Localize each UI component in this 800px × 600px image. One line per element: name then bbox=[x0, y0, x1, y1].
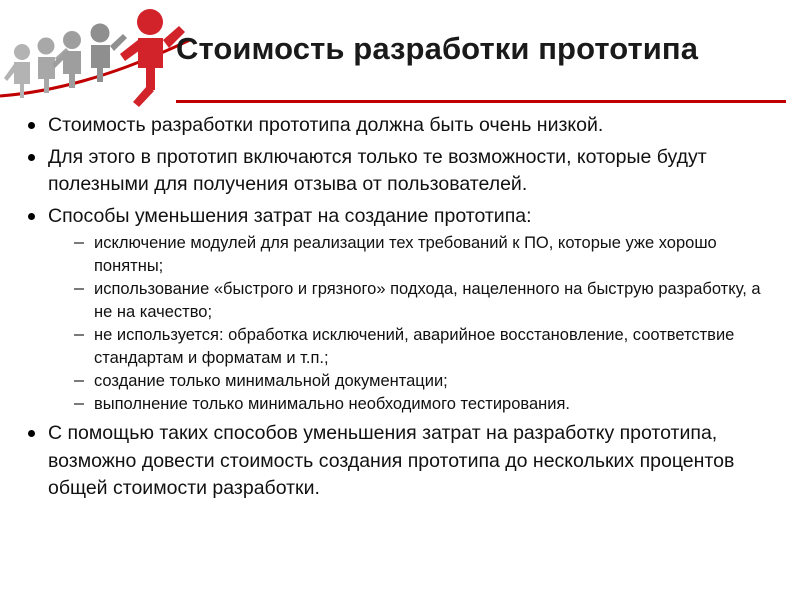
list-item bbox=[14, 112, 782, 140]
bullet-dot-icon bbox=[28, 122, 35, 129]
list-item bbox=[14, 420, 782, 503]
sub-bullet-text: исключение модулей для реализации тех требований к ПО, которые уже хорошо понятны; bbox=[94, 234, 717, 275]
bullet-text: Способы уменьшения затрат на создание прототипа: bbox=[48, 204, 532, 227]
sub-list-item bbox=[72, 370, 772, 393]
dash-icon bbox=[74, 380, 84, 382]
sub-list-item bbox=[72, 278, 772, 324]
dash-icon bbox=[74, 403, 84, 405]
header-divider bbox=[176, 100, 786, 103]
sub-list-item bbox=[72, 324, 772, 370]
list-item bbox=[14, 144, 782, 199]
bullet-text: С помощью таких способов уменьшения затрат на разработку прототипа, возможно довести стоимость создания прототипа до нескольких процентов общей стоимости разработки. bbox=[48, 422, 735, 499]
dash-icon bbox=[74, 334, 84, 336]
bullet-text: Стоимость разработки прототипа должна быть очень низкой. bbox=[48, 114, 604, 136]
sub-bullet-text: создание только минимальной документации; bbox=[94, 372, 448, 390]
bullet-text: Для этого в прототип включаются только те возможности, которые будут полезными для получения отзыва от пользователей. bbox=[48, 145, 707, 195]
sub-bullet-list bbox=[48, 232, 782, 416]
sub-bullet-text: выполнение только минимально необходимого тестирования. bbox=[94, 395, 571, 413]
sub-bullet-text: использование «быстрого и грязного» подхода, нацеленного на быструю разработку, а не на качество; bbox=[94, 280, 761, 321]
dash-icon bbox=[74, 242, 84, 244]
dash-icon bbox=[74, 288, 84, 290]
page-title: Стоимость разработки прототипа bbox=[176, 31, 699, 66]
list-item bbox=[14, 203, 782, 417]
bullet-dot-icon bbox=[28, 430, 35, 437]
slide-header bbox=[0, 0, 800, 110]
sub-bullet-text: не используется: обработка исключений, аварийное восстановление, соответствие стандартам и форматам и т.п.; bbox=[94, 326, 735, 367]
sub-list-item bbox=[72, 393, 772, 416]
bullet-dot-icon bbox=[28, 154, 35, 161]
bullet-dot-icon bbox=[28, 213, 35, 220]
sub-list-item bbox=[72, 232, 772, 278]
bullet-list bbox=[0, 112, 800, 503]
slide-content bbox=[0, 112, 800, 503]
red-leader-figure-on-rope-with-gray-followers-icon bbox=[0, 0, 190, 110]
